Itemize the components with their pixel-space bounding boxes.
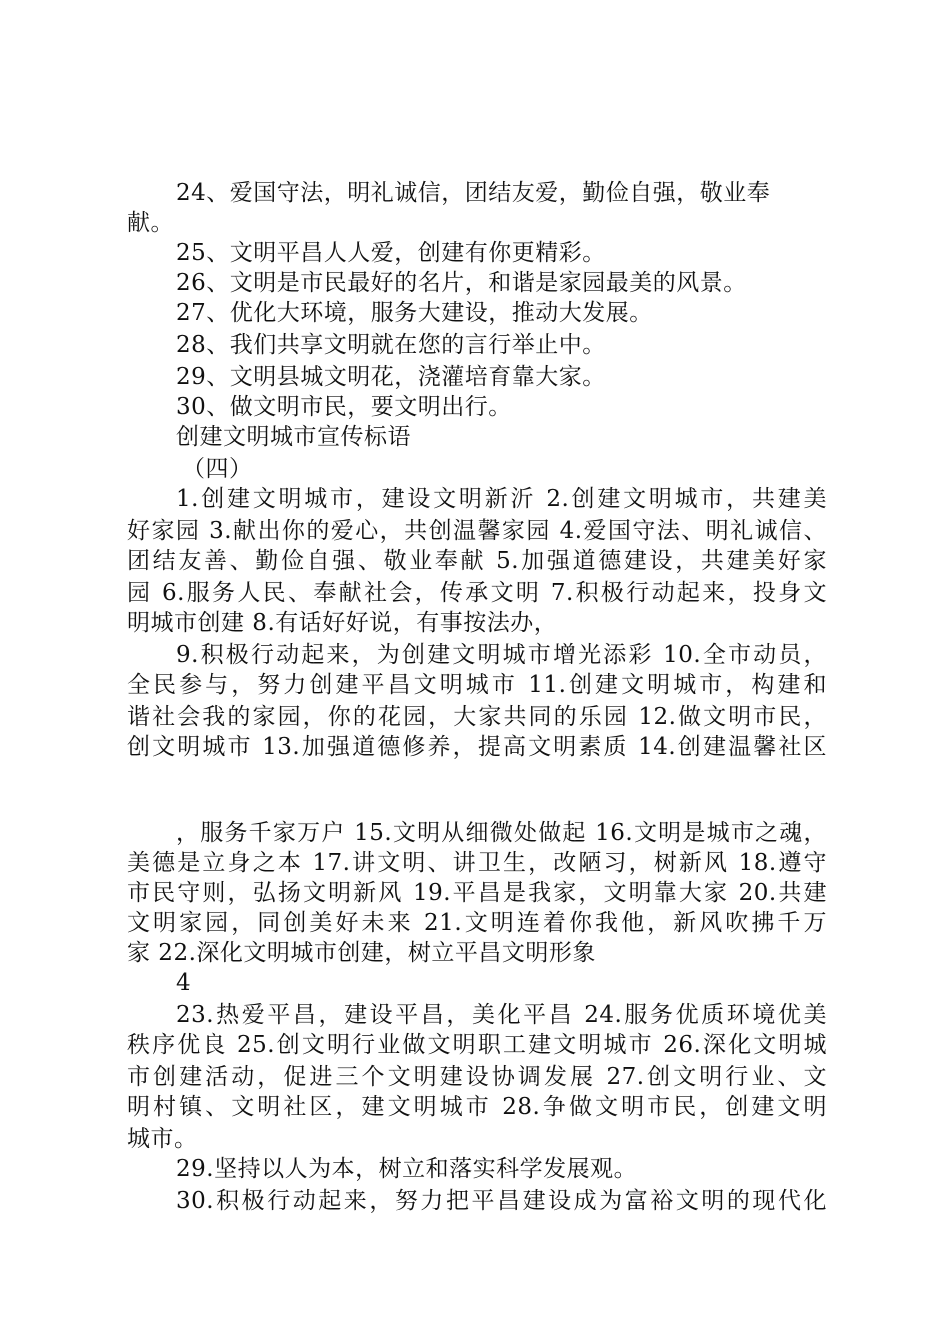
- text-line: 24、爱国守法，明礼诚信，团结友爱，勤俭自强，敬业奉: [176, 180, 771, 206]
- text-line: 明城市创建 8.有话好好说，有事按法办，: [127, 610, 558, 636]
- text-line: 谐社会我的家园，你的花园，大家共同的乐园 12.做文明市民，: [127, 704, 827, 730]
- text-line: 美德是立身之本 17.讲文明、讲卫生，改陋习，树新风 18.遵守: [127, 850, 827, 876]
- text-line: 团结友善、勤俭自强、敬业奉献 5.加强道德建设，共建美好家: [127, 548, 827, 574]
- text-line: 30.积极行动起来，努力把平昌建设成为富裕文明的现代化: [176, 1188, 827, 1214]
- text-line: 全民参与，努力创建平昌文明城市 11.创建文明城市，构建和: [127, 672, 827, 698]
- text-line: 29.坚持以人为本，树立和落实科学发展观。: [176, 1156, 638, 1182]
- text-line: 秩序优良 25.创文明行业做文明职工建文明城市 26.深化文明城: [127, 1032, 827, 1058]
- text-line: 创文明城市 13.加强道德修养，提高文明素质 14.创建温馨社区: [127, 734, 827, 760]
- text-line: 25、文明平昌人人爱，创建有你更精彩。: [176, 240, 606, 266]
- text-line: 27、优化大环境，服务大建设，推动大发展。: [176, 300, 653, 326]
- text-line: ，服务千家万户 15.文明从细微处做起 16.文明是城市之魂，: [176, 820, 827, 846]
- text-line: 26、文明是市民最好的名片，和谐是家园最美的风景。: [176, 270, 747, 296]
- section-heading: 创建文明城市宣传标语: [176, 424, 411, 450]
- section-number: （四）: [182, 456, 253, 482]
- text-line: 家 22.深化文明城市创建，树立平昌文明形象: [127, 940, 596, 966]
- text-line: 23.热爱平昌，建设平昌，美化平昌 24.服务优质环境优美: [176, 1002, 827, 1028]
- text-line: 文明家园，同创美好未来 21.文明连着你我他，新风吹拂千万: [127, 910, 827, 936]
- text-line: 市民守则，弘扬文明新风 19.平昌是我家，文明靠大家 20.共建: [127, 880, 827, 906]
- text-line: 市创建活动，促进三个文明建设协调发展 27.创文明行业、文: [127, 1064, 827, 1090]
- text-line: 明村镇、文明社区，建文明城市 28.争做文明市民，创建文明: [127, 1094, 827, 1120]
- text-line: 28、我们共享文明就在您的言行举止中。: [176, 332, 606, 358]
- text-line: 1.创建文明城市，建设文明新沂 2.创建文明城市，共建美: [176, 486, 827, 512]
- text-line: 献。: [127, 210, 174, 236]
- text-line: 城市。: [127, 1126, 198, 1152]
- text-line: 好家园 3.献出你的爱心，共创温馨家园 4.爱国守法、明礼诚信、: [127, 518, 827, 544]
- page-number: 4: [176, 970, 192, 996]
- text-line: 园 6.服务人民、奉献社会，传承文明 7.积极行动起来，投身文: [127, 580, 827, 606]
- text-line: 9.积极行动起来，为创建文明城市增光添彩 10.全市动员，: [176, 642, 827, 668]
- text-line: 29、文明县城文明花，浇灌培育靠大家。: [176, 364, 606, 390]
- text-line: 30、做文明市民，要文明出行。: [176, 394, 512, 420]
